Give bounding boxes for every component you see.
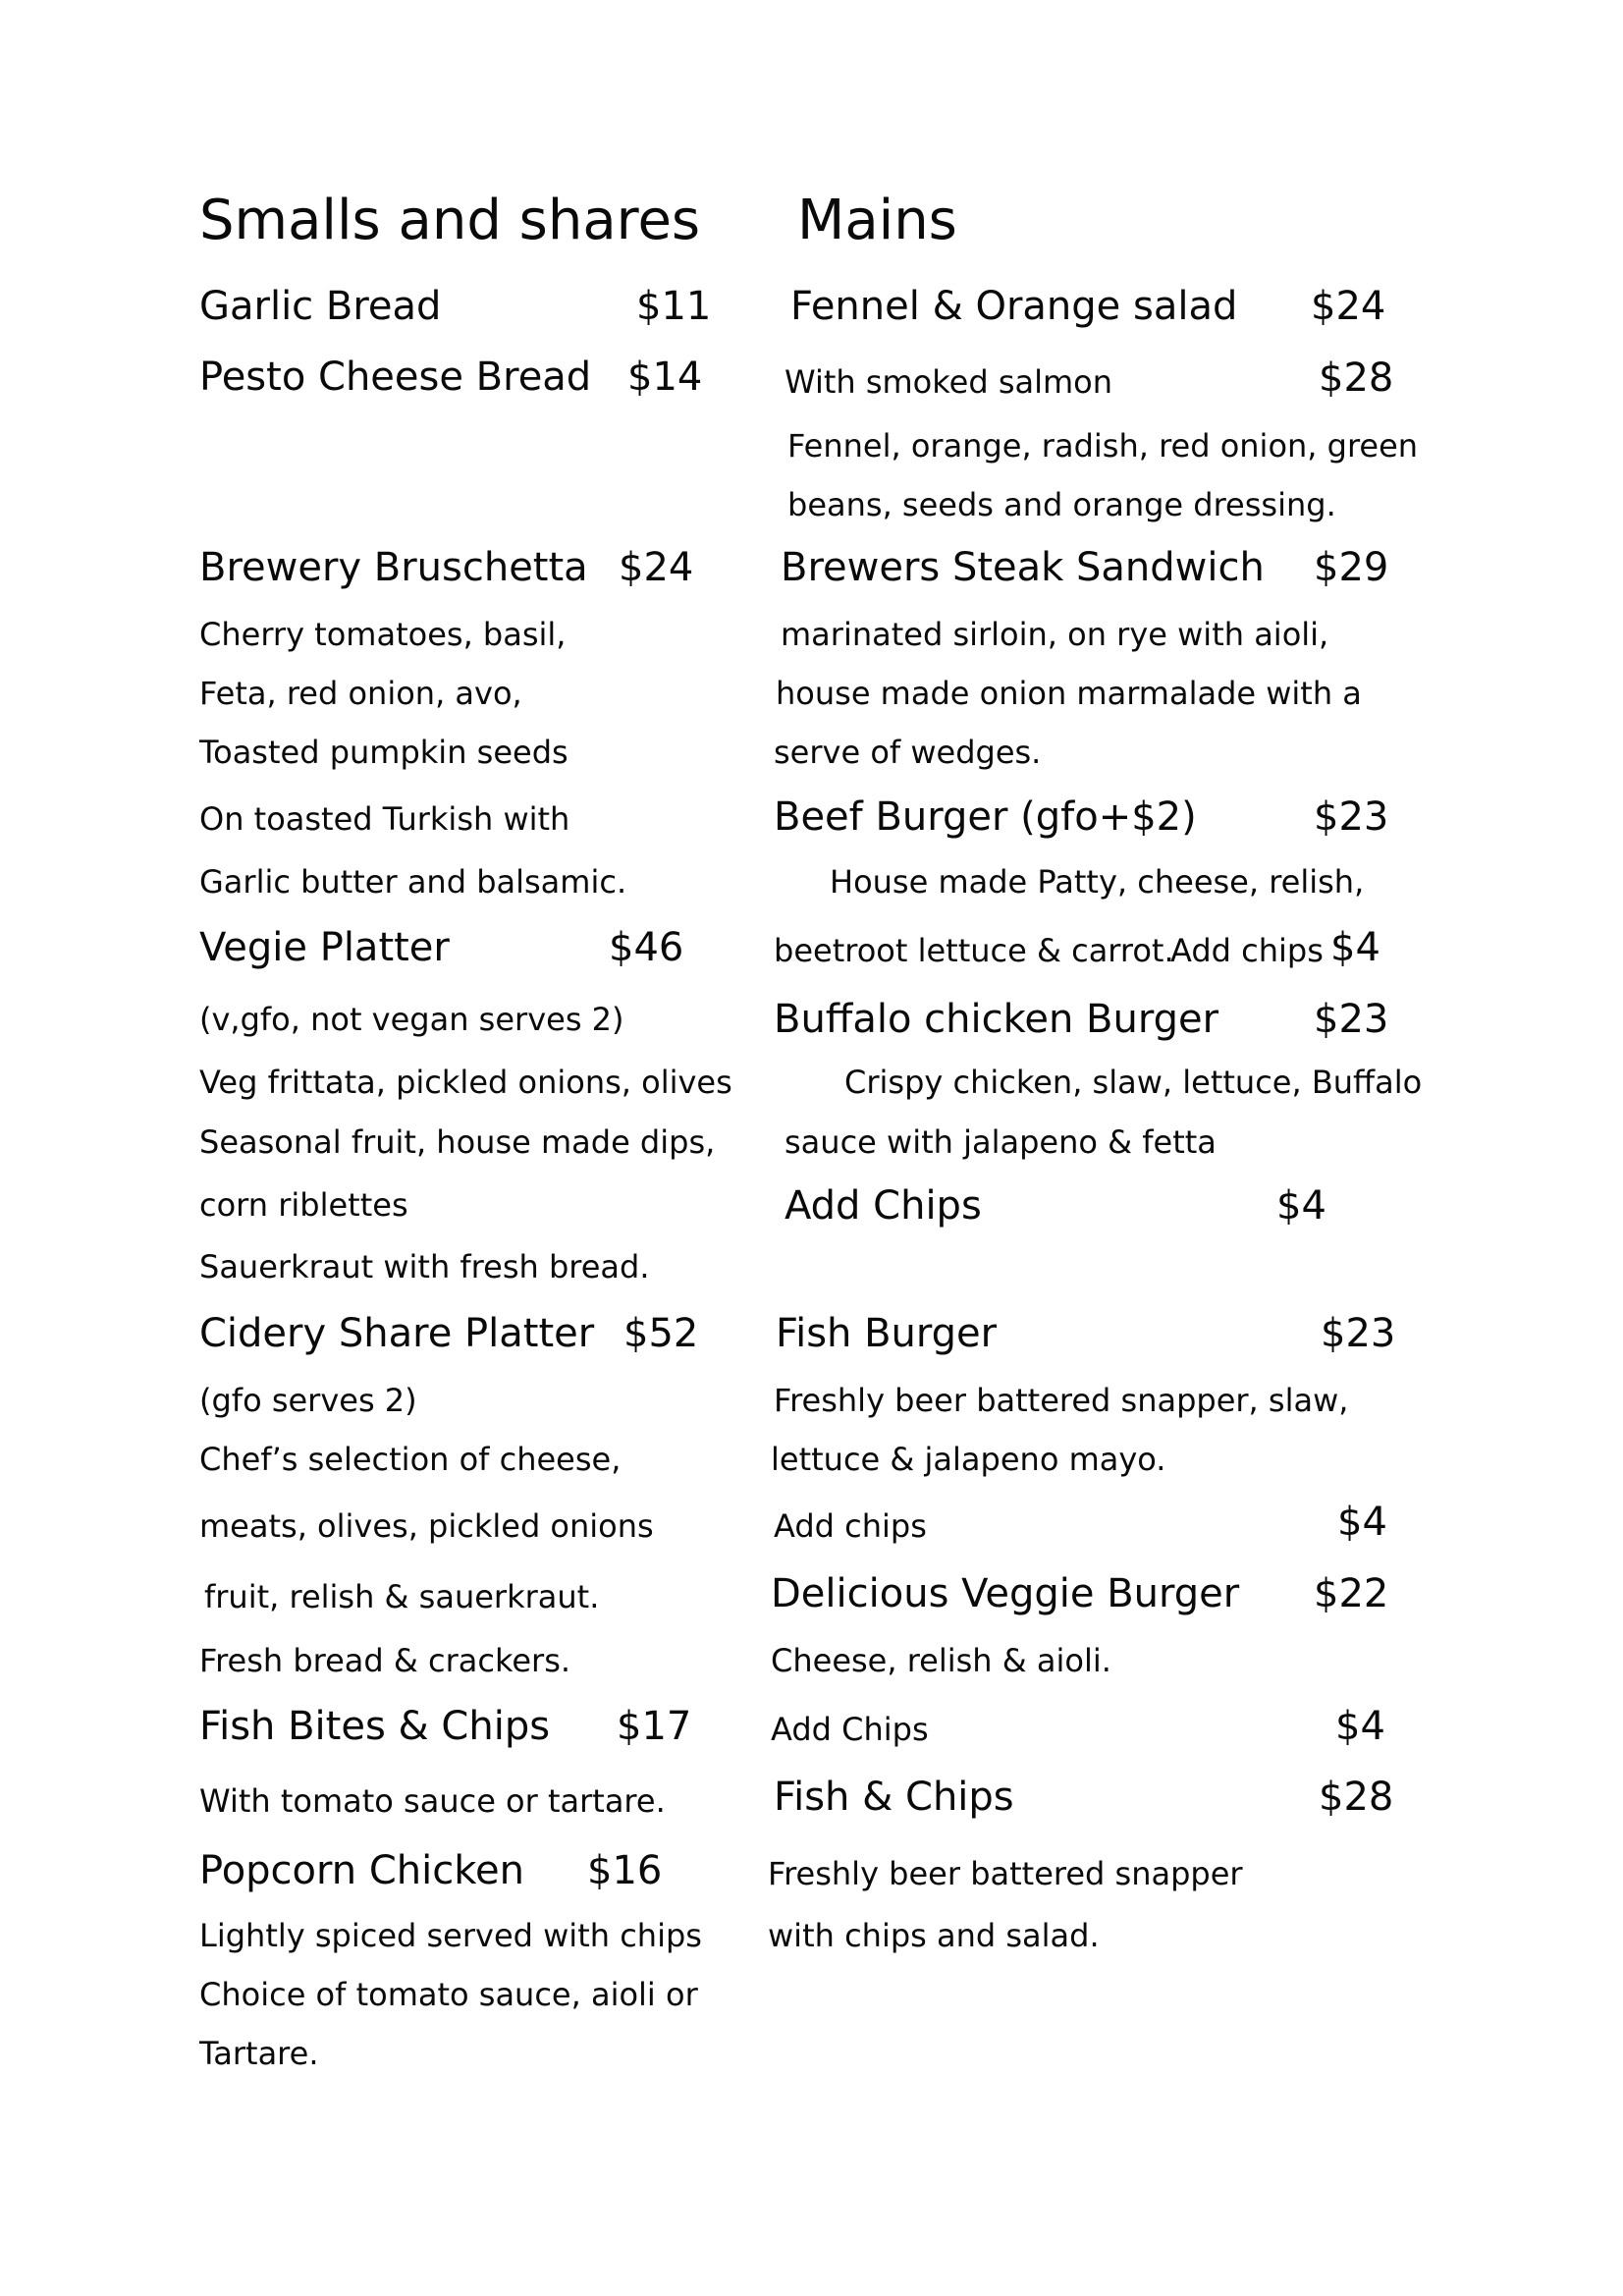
item-desc-line: beetroot lettuce & carrot. [774, 932, 1174, 969]
item-desc-line: Lightly spiced served with chips [199, 1917, 702, 1954]
item-desc-line: corn riblettes [199, 1186, 408, 1224]
item-desc-line: serve of wedges. [774, 734, 1042, 771]
item-price-brewery-bruschetta: $24 [619, 545, 694, 590]
item-desc-line: Cherry tomatoes, basil, [199, 616, 567, 653]
item-name-fish-burger: Fish Burger [776, 1311, 998, 1356]
item-desc-line: Choice of tomato sauce, aioli or [199, 1976, 698, 2013]
item-addon-label: Add chips [1170, 932, 1324, 969]
item-price-fish-bites-chips: $17 [617, 1704, 692, 1749]
item-desc-line: Garlic butter and balsamic. [199, 863, 627, 901]
item-name-fish-chips: Fish & Chips [774, 1775, 1014, 1820]
item-price-fish-chips: $28 [1319, 1775, 1394, 1820]
item-addon-price: $4 [1330, 925, 1380, 970]
smalls-heading: Smalls and shares [199, 189, 701, 252]
item-addon-price: $4 [1276, 1183, 1326, 1229]
item-price-popcorn-chicken: $16 [587, 1848, 663, 1893]
item-addon-label: Add Chips [771, 1711, 929, 1748]
item-price-fennel-orange-salad: $24 [1311, 284, 1386, 329]
item-price-buffalo-chicken-burger: $23 [1314, 997, 1389, 1042]
item-name-delicious-veggie-burger: Delicious Veggie Burger [771, 1571, 1240, 1616]
item-desc-line: Feta, red onion, avo, [199, 675, 522, 712]
item-addon-label: Add chips [774, 1507, 927, 1545]
item-desc-line: Freshly beer battered snapper [768, 1855, 1243, 1892]
item-desc-line: On toasted Turkish with [199, 800, 570, 838]
item-desc-line: Veg frittata, pickled onions, olives [199, 1064, 732, 1101]
item-option: With smoked salmon [784, 363, 1113, 401]
item-desc-line: beans, seeds and orange dressing. [787, 486, 1336, 523]
item-desc-line: house made onion marmalade with a [776, 675, 1362, 712]
item-price-delicious-veggie-burger: $22 [1314, 1571, 1389, 1616]
item-option-price: $28 [1319, 355, 1394, 401]
item-desc-line: Freshly beer battered snapper, slaw, [774, 1382, 1349, 1419]
item-name-vegie-platter: Vegie Platter [199, 925, 450, 970]
item-desc-line: marinated sirloin, on rye with aioli, [781, 616, 1329, 653]
item-desc-line: With tomato sauce or tartare. [199, 1782, 666, 1820]
item-name-beef-burger: Beef Burger (gfo+$2) [774, 794, 1197, 840]
item-name-buffalo-chicken-burger: Buffalo chicken Burger [774, 997, 1219, 1042]
item-desc-line: meats, olives, pickled onions [199, 1507, 654, 1545]
item-name-brewers-steak-sandwich: Brewers Steak Sandwich [781, 545, 1265, 590]
item-addon-price: $4 [1337, 1500, 1387, 1545]
item-name-cidery-share-platter: Cidery Share Platter [199, 1311, 595, 1356]
item-desc-line: Cheese, relish & aioli. [771, 1642, 1111, 1679]
item-desc-line: House made Patty, cheese, relish, [830, 863, 1365, 901]
item-price-brewers-steak-sandwich: $29 [1314, 545, 1389, 590]
item-price-garlic-bread: $11 [636, 284, 712, 329]
item-name-popcorn-chicken: Popcorn Chicken [199, 1848, 524, 1893]
item-price-pesto-cheese-bread: $14 [627, 355, 703, 400]
item-desc-line: (gfo serves 2) [199, 1382, 417, 1419]
item-desc-line: lettuce & jalapeno mayo. [771, 1441, 1166, 1478]
item-desc-line: Seasonal fruit, house made dips, [199, 1123, 716, 1161]
item-desc-line: (v,gfo, not vegan serves 2) [199, 1001, 624, 1038]
item-price-fish-burger: $23 [1321, 1311, 1396, 1356]
item-name-garlic-bread: Garlic Bread [199, 284, 442, 329]
item-desc-line: Toasted pumpkin seeds [199, 734, 568, 771]
item-addon-price: $4 [1335, 1704, 1385, 1749]
item-desc-line: Fennel, orange, radish, red onion, green [787, 427, 1419, 465]
item-desc-line: Sauerkraut with fresh bread. [199, 1248, 650, 1285]
item-name-brewery-bruschetta: Brewery Bruschetta [199, 545, 588, 590]
item-desc-line: Tartare. [199, 2035, 319, 2072]
item-desc-line: fruit, relish & sauerkraut. [204, 1578, 600, 1615]
item-name-fennel-orange-salad: Fennel & Orange salad [790, 284, 1238, 329]
item-desc-line: Chef’s selection of cheese, [199, 1441, 622, 1478]
item-desc-line: Fresh bread & crackers. [199, 1642, 571, 1679]
item-price-beef-burger: $23 [1314, 794, 1389, 840]
item-desc-line: Crispy chicken, slaw, lettuce, Buffalo [844, 1064, 1423, 1101]
mains-heading: Mains [797, 189, 957, 252]
item-name-pesto-cheese-bread: Pesto Cheese Bread [199, 355, 592, 400]
item-desc-line: sauce with jalapeno & fetta [784, 1123, 1217, 1161]
item-price-vegie-platter: $46 [609, 925, 684, 970]
item-name-fish-bites-chips: Fish Bites & Chips [199, 1704, 551, 1749]
item-price-cidery-share-platter: $52 [623, 1311, 699, 1356]
item-desc-line: with chips and salad. [768, 1917, 1100, 1954]
item-addon-label: Add Chips [784, 1183, 982, 1229]
